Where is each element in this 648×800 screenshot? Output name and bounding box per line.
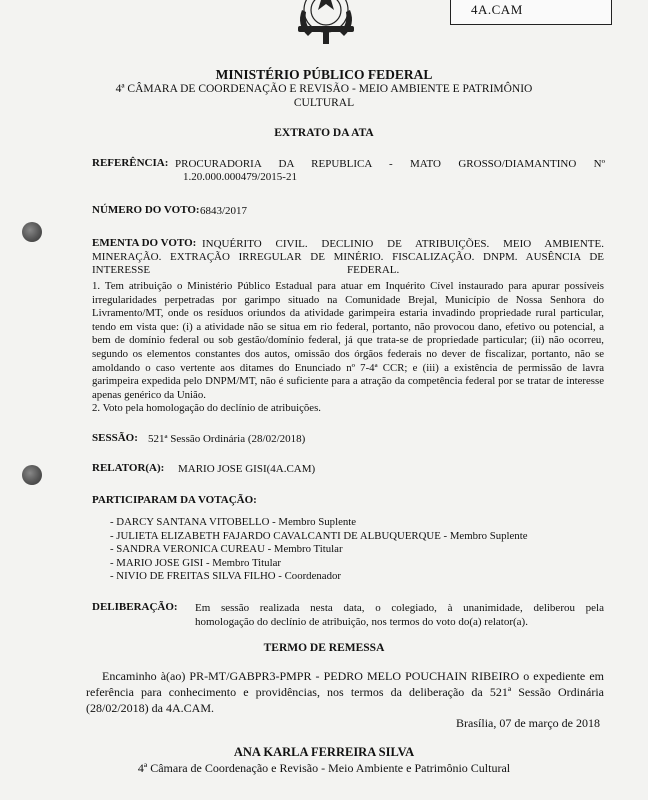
remessa-body: Encaminho à(ao) PR-MT/GABPR3-PMPR - PEDRO MELO POUCHAIN RIBEIRO o expediente em referência para conhecimento e providências, nos termos da deliberação da 521ª Sessão Ordinária (28/02/2018) da 4A.CAM. bbox=[86, 669, 604, 715]
ementa-paragraph-2: 2. Voto pela homologação do declínio de atribuições. bbox=[92, 402, 321, 415]
stamp-text: 4A.CAM bbox=[471, 2, 523, 17]
signature-name: ANA KARLA FERREIRA SILVA bbox=[233, 745, 415, 759]
relator-value: MARIO JOSE GISI(4A.CAM) bbox=[178, 463, 316, 475]
participantes-label: PARTICIPARAM DA VOTAÇÃO: bbox=[92, 494, 257, 506]
doc-title: EXTRATO DA ATA bbox=[274, 127, 374, 139]
list-item: - SANDRA VERONICA CUREAU - Membro Titular bbox=[110, 543, 343, 556]
ementa-line-1: INQUÉRITO CIVIL. DECLINIO DE ATRIBUIÇÕES. MEIO AMBIENTE. bbox=[202, 238, 604, 250]
signature-role: 4ª Câmara de Coordenação e Revisão - Meio Ambiente e Patrimônio Cultural bbox=[137, 761, 511, 775]
ministry-title: MINISTÉRIO PÚBLICO FEDERAL bbox=[215, 67, 433, 82]
sessao-value: 521ª Sessão Ordinária (28/02/2018) bbox=[148, 433, 306, 445]
chamber-line-2: CULTURAL bbox=[293, 97, 355, 109]
punch-hole-icon bbox=[22, 222, 42, 242]
referencia-label: REFERÊNCIA: bbox=[92, 157, 169, 169]
voto-value: 6843/2017 bbox=[200, 205, 248, 217]
ementa-line-3b: FEDERAL. bbox=[347, 264, 400, 276]
ementa-line-3a: INTERESSE bbox=[92, 264, 151, 276]
voto-label: NÚMERO DO VOTO: bbox=[92, 204, 200, 216]
participantes-list bbox=[110, 516, 528, 584]
remessa-title: TERMO DE REMESSA bbox=[263, 642, 385, 654]
list-item: - NIVIO DE FREITAS SILVA FILHO - Coordenador bbox=[110, 570, 341, 583]
ementa-label: EMENTA DO VOTO: bbox=[92, 237, 197, 249]
ementa-paragraph-1: 1. Tem atribuição o Ministério Público Estadual para atuar em Inquérito Cível instaurado para apurar possíveis irregularidades perpetradas por garimpo situado na Comunidade Brejal, Município de Nossa Senhora do Livramento/MT, onde os resíduos oriundos da atividade garimpeira estaria invadindo propriedade rural particular, tendo em vista que: (i) a atividade não se situa em rio federal, portanto, não provocou dano, efetivo ou potencial, a bem de domínio federal ou sob gestão/domínio federal, já que trata-se de propriedade particular; (ii) não ocorreu, segundo os elementos constantes dos autos, omissão dos órgãos federais no dever de fiscalizar, portanto, não se amoldando o caso vertente aos ditames do Enunciado nº 7-4ª CCR; e (iii) a existência de permissão de lavra garimpeira expedida pelo DNPM/MT, não é suficiente para a atração da competência federal por se tratar de interesse apenas genérico da União. bbox=[92, 280, 604, 401]
referencia-line-1: PROCURADORIA DA REPUBLICA - MATO GROSSO/DIAMANTINO Nº bbox=[175, 158, 605, 170]
deliberacao-label: DELIBERAÇÃO: bbox=[92, 601, 178, 613]
relator-label: RELATOR(A): bbox=[92, 462, 165, 474]
deliberacao-line-2: homologação do declínio de atribuição, nos termos do voto do(a) relator(a). bbox=[195, 616, 528, 628]
brazil-coat-of-arms-icon bbox=[286, 0, 366, 50]
chamber-line-1: 4ª CÂMARA DE COORDENAÇÃO E REVISÃO - MEIO AMBIENTE E PATRIMÔNIO bbox=[115, 83, 533, 95]
stamp-box bbox=[450, 0, 612, 25]
sessao-label: SESSÃO: bbox=[92, 432, 138, 444]
deliberacao-line-1: Em sessão realizada nesta data, o colegiado, à unanimidade, deliberou pela bbox=[195, 602, 604, 614]
list-item: - DARCY SANTANA VITOBELLO - Membro Suplente bbox=[110, 516, 357, 528]
referencia-line-2: 1.20.000.000479/2015-21 bbox=[183, 171, 297, 183]
remessa-date: Brasília, 07 de março de 2018 bbox=[456, 716, 600, 730]
list-item: - MARIO JOSE GISI - Membro Titular bbox=[110, 556, 281, 569]
ementa-line-2: MINERAÇÃO. EXTRAÇÃO IRREGULAR DE MINÉRIO. FISCALIZAÇÃO. DNPM. AUSÊNCIA DE bbox=[92, 251, 604, 263]
list-item: - JULIETA ELIZABETH FAJARDO CAVALCANTI DE ALBUQUERQUE - Membro Suplente bbox=[110, 529, 528, 542]
ementa-body bbox=[92, 280, 604, 416]
punch-hole-icon bbox=[22, 465, 42, 485]
